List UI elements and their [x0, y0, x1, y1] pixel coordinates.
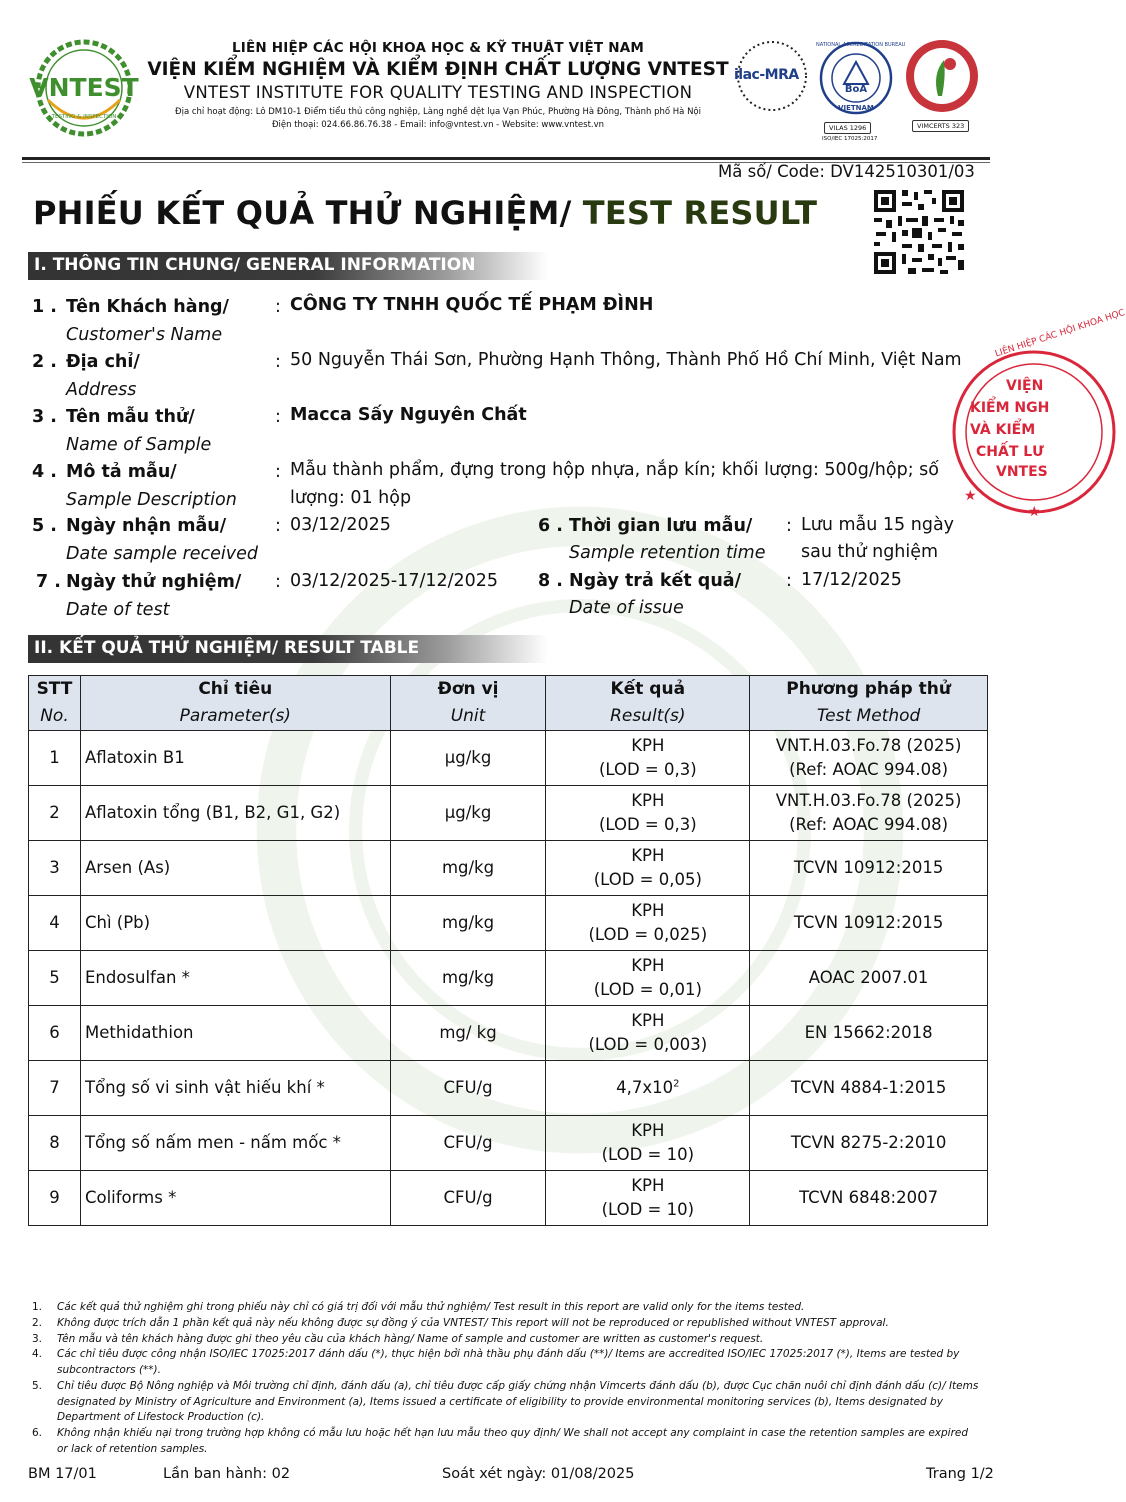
note-number: 5. — [32, 1379, 43, 1392]
cell-parameter: Chì (Pb) — [80, 896, 390, 951]
cell-unit: mg/kg — [390, 896, 546, 951]
cell-method — [750, 786, 988, 841]
table-header-row — [29, 676, 988, 731]
cell-parameter: Methidathion — [80, 1006, 390, 1061]
result-table — [28, 675, 988, 1226]
result-value: 4,7x10 — [616, 1078, 674, 1097]
svg-text:★: ★ — [1028, 504, 1041, 520]
cell-no: 3 — [29, 841, 81, 896]
institute-header — [146, 40, 730, 130]
institute-stamp — [936, 308, 1126, 522]
vntest-logo — [26, 38, 142, 138]
col-header-result: Kết quả Result(s) — [546, 676, 750, 731]
vimcerts-leaf-icon — [902, 38, 982, 118]
col-header-unit: Đơn vị Unit — [390, 676, 546, 731]
method-value: TCVN 4884-1:2015 — [790, 1078, 947, 1097]
result-lod: (LOD = 0,025) — [588, 925, 708, 945]
cell-unit: mg/kg — [390, 951, 546, 1006]
info-value-address: 50 Nguyễn Thái Sơn, Phường Hạnh Thông, Thành Phố Hồ Chí Minh, Việt Nam — [290, 350, 962, 370]
report-notes — [32, 1300, 982, 1458]
cell-no: 5 — [29, 951, 81, 1006]
boa-ring-bottom: VIETNAM — [838, 104, 874, 112]
iso-label: ISO/IEC 17025:2017 — [822, 136, 878, 142]
info-num: 4 . — [32, 462, 57, 482]
info-value-retention: Lưu mẫu 15 ngày — [801, 515, 955, 535]
cell-result — [546, 951, 750, 1006]
method-value: AOAC 2007.01 — [808, 968, 929, 987]
vilas-badge: VILAS 1296 — [824, 122, 871, 134]
result-value: KPH — [631, 735, 665, 755]
result-value: KPH — [631, 1120, 665, 1140]
report-code: Mã số/ Code: DV142510301/03 — [718, 162, 975, 181]
cell-no: 6 — [29, 1006, 81, 1061]
info-label-test-date: Ngày thử nghiệm/ — [66, 572, 242, 592]
col-header-method: Phương pháp thử Test Method — [750, 676, 988, 731]
info-value-customer: CÔNG TY TNHH QUỐC TẾ PHẠM ĐÌNH — [290, 295, 654, 315]
method-value: VNT.H.03.Fo.78 (2025) — [775, 790, 962, 810]
note-number: 4. — [32, 1348, 43, 1361]
cell-parameter: Coliforms * — [80, 1171, 390, 1226]
cell-method — [750, 1171, 988, 1226]
note-number: 3. — [32, 1332, 43, 1345]
result-lod: (LOD = 0,003) — [588, 1035, 708, 1055]
info-label-issue-date: Ngày trả kết quả/ — [569, 571, 741, 591]
info-num: 2 . — [32, 352, 57, 372]
cell-unit: CFU/g — [390, 1171, 546, 1226]
info-label-retention: Thời gian lưu mẫu/ — [569, 516, 753, 536]
method-value: EN 15662:2018 — [804, 1023, 933, 1042]
result-value: KPH — [631, 1010, 665, 1030]
info-sub-sample-name: Name of Sample — [66, 435, 212, 455]
result-value: KPH — [631, 900, 665, 920]
col-header-no: STT No. — [29, 676, 81, 731]
info-num: 5 . — [32, 516, 57, 536]
info-sub-address: Address — [66, 380, 137, 400]
institute-contact: Điện thoại: 024.66.86.76.38 - Email: info@vntest.vn - Website: www.vntest.vn — [271, 120, 605, 130]
table-row — [29, 731, 988, 786]
note-item — [32, 1379, 982, 1426]
page-number: Trang 1/2 — [926, 1466, 994, 1482]
result-lod: (LOD = 0,3) — [598, 760, 697, 780]
info-num: 8 . — [538, 571, 563, 591]
result-value: KPH — [631, 790, 665, 810]
cell-result — [546, 786, 750, 841]
col-header-parameter: Chỉ tiêu Parameter(s) — [80, 676, 390, 731]
info-label-customer: Tên Khách hàng/ — [66, 297, 229, 317]
cell-result — [546, 1061, 750, 1116]
method-ref: (Ref: AOAC 994.08) — [789, 815, 949, 835]
method-value: TCVN 6848:2007 — [799, 1188, 939, 1207]
result-lod: (LOD = 0,01) — [593, 980, 702, 1000]
cell-parameter: Aflatoxin B1 — [80, 731, 390, 786]
table-row — [29, 1061, 988, 1116]
cell-no: 9 — [29, 1171, 81, 1226]
table-row — [29, 1116, 988, 1171]
cell-parameter: Tổng số nấm men - nấm mốc * — [80, 1116, 390, 1171]
method-value: VNT.H.03.Fo.78 (2025) — [775, 735, 962, 755]
qr-code-icon — [872, 188, 966, 276]
review-date: Soát xét ngày: 01/08/2025 — [442, 1466, 635, 1482]
note-item — [32, 1316, 982, 1332]
result-value: KPH — [631, 1175, 665, 1195]
cell-result — [546, 731, 750, 786]
info-value-date-received: 03/12/2025 — [290, 515, 391, 535]
table-row — [29, 1171, 988, 1226]
note-number: 1. — [32, 1301, 43, 1313]
union-name: LIÊN HIỆP CÁC HỘI KHOA HỌC & KỸ THUẬT VIỆT NAM — [231, 40, 645, 56]
cell-no: 1 — [29, 731, 81, 786]
table-row — [29, 1006, 988, 1061]
section-result-table-title: II. KẾT QUẢ THỬ NGHIỆM/ RESULT TABLE — [28, 635, 548, 663]
cell-method — [750, 1061, 988, 1116]
table-row — [29, 896, 988, 951]
stamp-ring-text: LIÊN HIỆP CÁC HỘI KHOA HỌC — [994, 308, 1126, 360]
note-text: Không được trích dẫn 1 phần kết quả này nếu không được sự đồng ý của VNTEST/ This report will not be reproduced or republished without VNTEST approval. — [57, 1316, 889, 1329]
info-sub-sample-desc: Sample Description — [66, 490, 237, 510]
ilac-text: ilac-MRA — [734, 67, 799, 83]
edition: Lần ban hành: 02 — [163, 1466, 291, 1482]
report-title-vi: PHIẾU KẾT QUẢ THỬ NGHIỆM/ — [33, 194, 572, 232]
cell-method — [750, 1116, 988, 1171]
info-sub-date-received: Date sample received — [66, 544, 259, 564]
stamp-l3: VÀ KIỂM — [970, 422, 1036, 438]
cell-no: 8 — [29, 1116, 81, 1171]
stamp-l4: CHẤT LƯ — [976, 444, 1044, 460]
logo-ring-text: TESTING & INSPECTION — [51, 114, 117, 120]
info-num: 3 . — [32, 407, 57, 427]
result-lod: (LOD = 0,05) — [593, 870, 702, 890]
table-row — [29, 786, 988, 841]
institute-address: Địa chỉ hoạt động: Lô DM10-1 Điểm tiểu thủ công nghiệp, Làng nghề dệt lụa Vạn Phúc, Phường Hà Đông, Thành phố Hà Nội — [175, 107, 701, 117]
info-value-issue-date: 17/12/2025 — [801, 570, 902, 590]
cell-parameter: Tổng số vi sinh vật hiếu khí * — [80, 1061, 390, 1116]
cell-unit: mg/ kg — [390, 1006, 546, 1061]
result-exponent: 2 — [673, 1078, 680, 1090]
info-value-sample-desc: Mẫu thành phẩm, đựng trong hộp nhựa, nắp kín; khối lượng: 500g/hộp; số — [290, 460, 939, 480]
form-number: BM 17/01 — [28, 1466, 97, 1482]
note-text: Chỉ tiêu được Bộ Nông nghiệp và Môi trường chỉ định, đánh dấu (a), chỉ tiêu được cấp giấy chứng nhận Vimcerts đánh dấu (b), được Cục chăn nuôi chỉ định đánh dấu (c)/ Items designated by Ministry of Agriculture and Environment (a), Items issued a certificate of eligibility to provide environmental monitoring services (b), Items designated by Department of Lifestock Production (c). — [57, 1379, 979, 1424]
info-value-test-date: 03/12/2025-17/12/2025 — [290, 571, 499, 591]
ilac-mra-logo — [732, 38, 812, 120]
cell-method — [750, 951, 988, 1006]
cell-method — [750, 841, 988, 896]
method-ref: (Ref: AOAC 994.08) — [789, 760, 949, 780]
method-value: TCVN 10912:2015 — [793, 858, 944, 877]
info-label-sample-desc: Mô tả mẫu/ — [66, 462, 177, 482]
info-num: 7 . — [36, 572, 61, 592]
table-row — [29, 841, 988, 896]
cell-method — [750, 731, 988, 786]
note-number: 2. — [32, 1316, 43, 1329]
cell-no: 2 — [29, 786, 81, 841]
boa-ring-top: NATIONAL ACCREDITATION BUREAU — [816, 42, 906, 48]
note-item — [32, 1300, 982, 1316]
cell-parameter: Endosulfan * — [80, 951, 390, 1006]
report-title-en: TEST RESULT — [571, 194, 818, 232]
stamp-l1: VIỆN — [1006, 378, 1044, 394]
method-value: TCVN 8275-2:2010 — [790, 1133, 947, 1152]
note-item — [32, 1332, 982, 1348]
info-label-sample-name: Tên mẫu thử/ — [66, 407, 195, 427]
stamp-l5: VNTES — [996, 464, 1048, 480]
cell-unit: CFU/g — [390, 1061, 546, 1116]
info-label-address: Địa chỉ/ — [66, 352, 140, 372]
cell-unit: µg/kg — [390, 731, 546, 786]
header-divider — [22, 157, 990, 160]
info-num: 1 . — [32, 297, 57, 317]
cell-result — [546, 896, 750, 951]
result-value: KPH — [631, 955, 665, 975]
cell-unit: CFU/g — [390, 1116, 546, 1171]
report-title — [33, 194, 817, 232]
info-value-sample-desc-2: lượng: 01 hộp — [290, 488, 412, 508]
note-number: 6. — [32, 1427, 43, 1439]
institute-name-en: VNTEST INSTITUTE FOR QUALITY TESTING AND INSPECTION — [183, 83, 693, 102]
note-text: Các kết quả thử nghiệm ghi trong phiếu này chỉ có giá trị đối với mẫu thử nghiệm/ Test result in this report are valid only for the items tested. — [57, 1301, 805, 1313]
note-text: Các chỉ tiêu được công nhận ISO/IEC 17025:2017 đánh dấu (*), thực hiện bởi nhà thầu phụ đánh dấu (**)/ Items are accredited ISO/IEC 17025:2017 (*), Items are tested by subcontractors (**). — [57, 1348, 960, 1376]
vimcerts-logo — [902, 38, 982, 142]
cell-unit: mg/kg — [390, 841, 546, 896]
cell-parameter: Arsen (As) — [80, 841, 390, 896]
info-label-date-received: Ngày nhận mẫu/ — [66, 516, 227, 536]
info-sub-retention: Sample retention time — [569, 543, 766, 563]
result-value: KPH — [631, 845, 665, 865]
note-item — [32, 1426, 982, 1458]
table-row — [29, 951, 988, 1006]
cell-parameter: Aflatoxin tổng (B1, B2, G1, G2) — [80, 786, 390, 841]
cell-method — [750, 896, 988, 951]
result-lod: (LOD = 10) — [601, 1145, 695, 1165]
vimcerts-badge: VIMCERTS 323 — [912, 120, 969, 132]
info-sub-customer: Customer's Name — [66, 325, 223, 345]
note-text: Không nhận khiếu nại trong trường hợp không có mẫu lưu hoặc hết hạn lưu mẫu theo quy định/ We shall not accept any complaint in case the retention samples are expired or lack of retention samples. — [57, 1427, 969, 1455]
section-general-info-title: I. THÔNG TIN CHUNG/ GENERAL INFORMATION — [28, 252, 548, 280]
cell-result — [546, 1006, 750, 1061]
method-value: TCVN 10912:2015 — [793, 913, 944, 932]
cell-unit: µg/kg — [390, 786, 546, 841]
info-value-sample-name: Macca Sấy Nguyên Chất — [290, 405, 527, 425]
svg-text:★: ★ — [964, 488, 977, 504]
boa-logo — [816, 40, 906, 144]
cell-no: 4 — [29, 896, 81, 951]
note-item — [32, 1347, 982, 1379]
boa-center-text: BoA — [844, 84, 868, 95]
result-lod: (LOD = 0,3) — [598, 815, 697, 835]
cell-result — [546, 841, 750, 896]
result-lod: (LOD = 10) — [601, 1200, 695, 1220]
note-text: Tên mẫu và tên khách hàng được ghi theo yêu cầu của khách hàng/ Name of sample and customer are written as customer's request. — [57, 1332, 764, 1345]
info-value-retention-2: sau thử nghiệm — [801, 542, 939, 562]
logo-text: VNTEST — [29, 73, 139, 102]
stamp-l2: KIỂM NGH — [970, 400, 1050, 416]
cell-no: 7 — [29, 1061, 81, 1116]
cell-result — [546, 1171, 750, 1226]
cell-result — [546, 1116, 750, 1171]
cell-method — [750, 1006, 988, 1061]
institute-name-vi: VIỆN KIỂM NGHIỆM VÀ KIỂM ĐỊNH CHẤT LƯỢNG VNTEST — [147, 59, 729, 80]
info-num: 6 . — [538, 516, 563, 536]
info-sub-test-date: Date of test — [66, 600, 170, 620]
info-sub-issue-date: Date of issue — [569, 598, 684, 618]
